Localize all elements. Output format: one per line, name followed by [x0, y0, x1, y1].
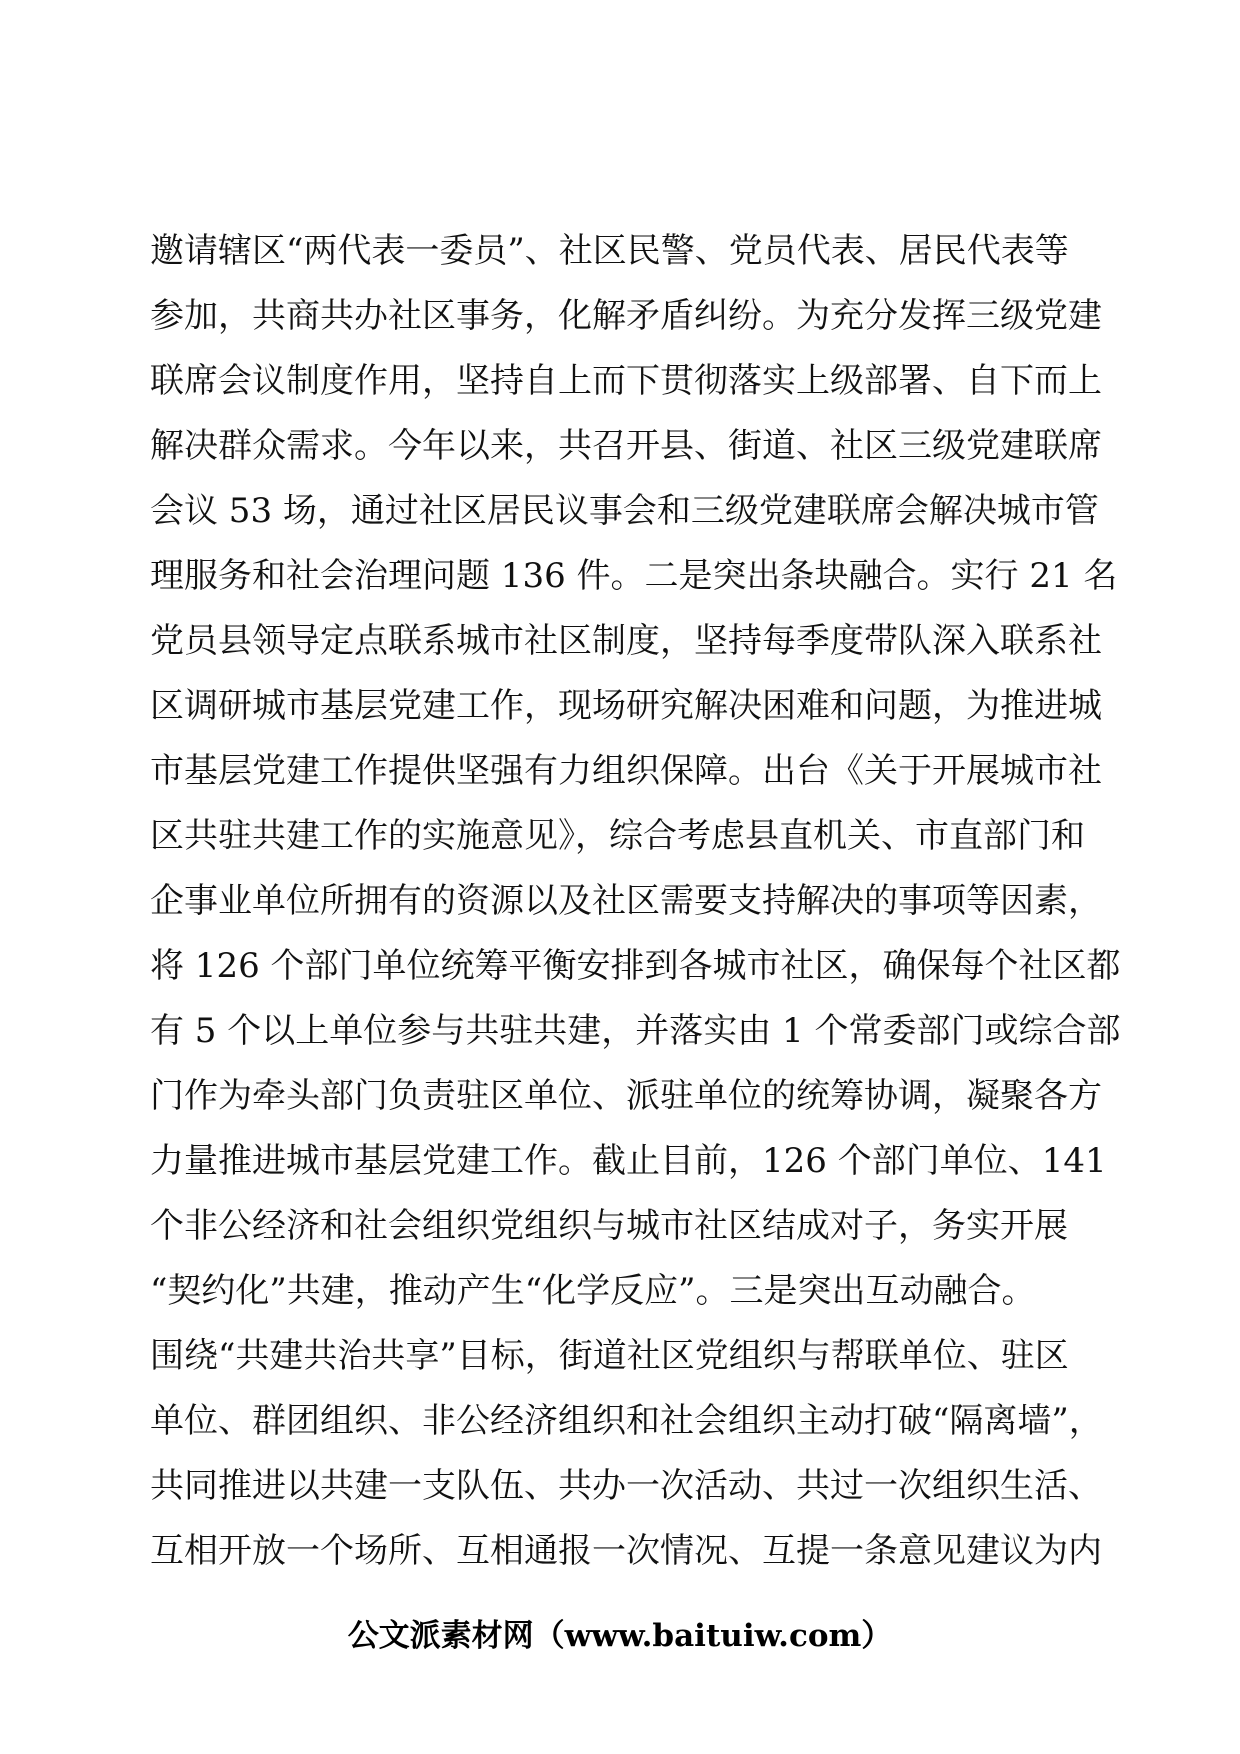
text-line: 互相开放一个场所、互相通报一次情况、互提一条意见建议为内	[150, 1531, 1102, 1571]
text-line: 企事业单位所拥有的资源以及社区需要支持解决的事项等因素，	[150, 881, 1102, 921]
text-line: 力量推进城市基层党建工作。截止目前，126 个部门单位、141	[150, 1141, 1107, 1181]
text-line: 联席会议制度作用，坚持自上而下贯彻落实上级部署、自下而上	[150, 361, 1102, 401]
text-line: 会议 53 场，通过社区居民议事会和三级党建联席会解决城市管	[150, 491, 1099, 531]
text-line: 解决群众需求。今年以来，共召开县、街道、社区三级党建联席	[150, 426, 1102, 466]
text-line: 党员县领导定点联系城市社区制度，坚持每季度带队深入联系社	[150, 621, 1102, 661]
text-line: 理服务和社会治理问题 136 件。二是突出条块融合。实行 21 名	[150, 556, 1118, 596]
text-line: “契约化”共建，推动产生“化学反应”。三是突出互动融合。	[150, 1271, 1036, 1311]
footer-watermark: 公文派素材网（www.baituiw.com）	[347, 1618, 893, 1654]
text-line: 市基层党建工作提供坚强有力组织保障。出台《关于开展城市社	[150, 751, 1102, 791]
text-line: 邀请辖区“两代表一委员”、社区民警、党员代表、居民代表等	[150, 231, 1069, 271]
text-line: 有 5 个以上单位参与共驻共建，并落实由 1 个常委部门或综合部	[150, 1011, 1121, 1051]
body-paragraph	[150, 219, 1121, 1584]
text-line: 围绕“共建共治共享”目标，街道社区党组织与帮联单位、驻区	[150, 1336, 1069, 1376]
text-line: 门作为牵头部门负责驻区单位、派驻单位的统筹协调，凝聚各方	[150, 1076, 1102, 1116]
text-line: 参加，共商共办社区事务，化解矛盾纠纷。为充分发挥三级党建	[150, 296, 1102, 336]
text-line: 区共驻共建工作的实施意见》，综合考虑县直机关、市直部门和	[150, 816, 1085, 856]
text-line: 个非公经济和社会组织党组织与城市社区结成对子，务实开展	[150, 1206, 1068, 1246]
text-line: 区调研城市基层党建工作，现场研究解决困难和问题，为推进城	[150, 686, 1102, 726]
text-line: 共同推进以共建一支队伍、共办一次活动、共过一次组织生活、	[150, 1466, 1102, 1506]
text-line: 将 126 个部门单位统筹平衡安排到各城市社区，确保每个社区都	[150, 946, 1121, 986]
text-line: 单位、群团组织、非公经济组织和社会组织主动打破“隔离墙”，	[150, 1401, 1103, 1441]
